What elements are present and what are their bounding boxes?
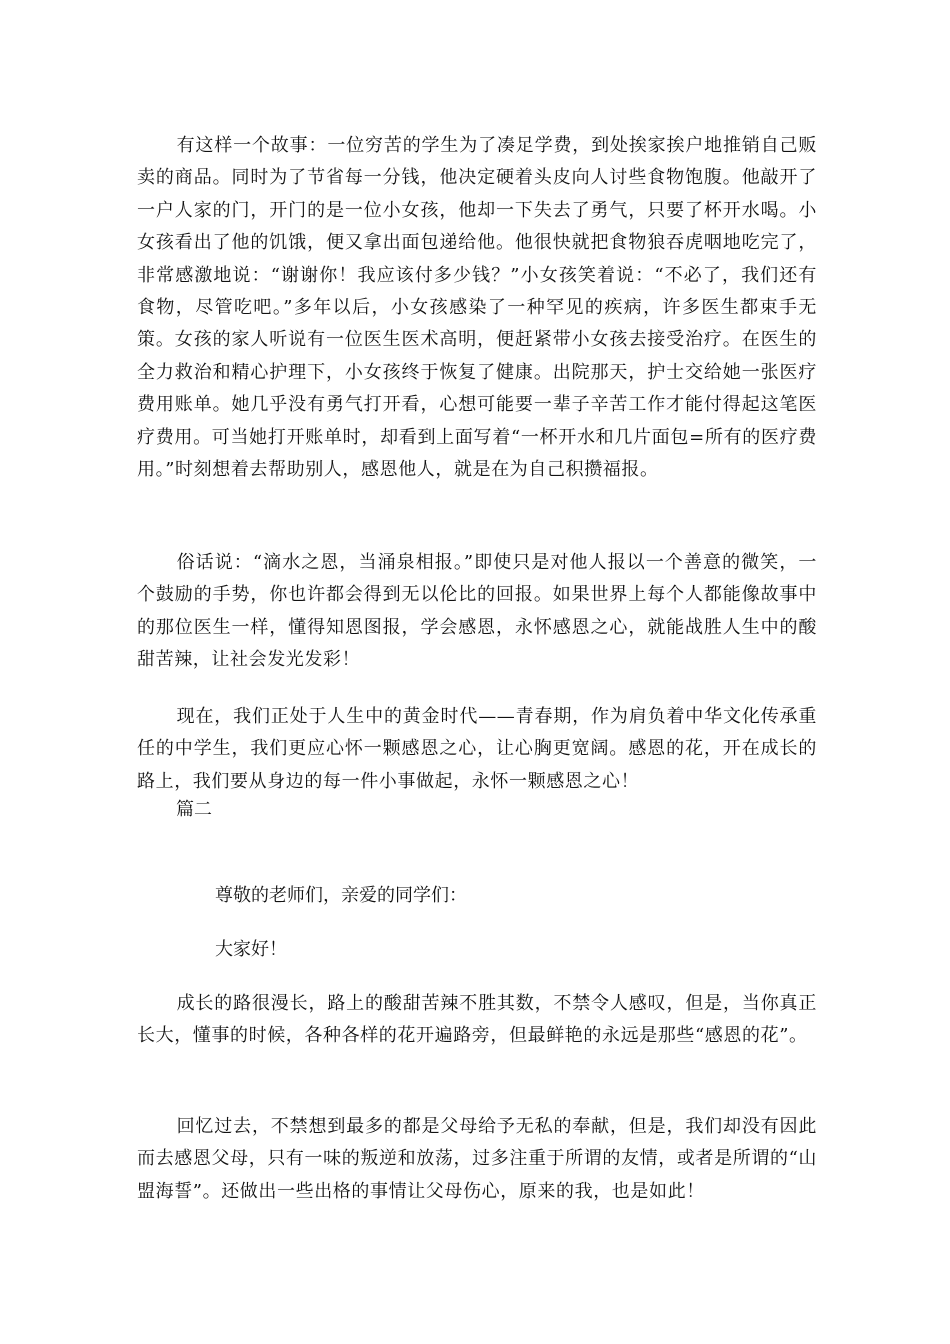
paragraph-growth: 成长的路很漫长，路上的酸甜苦辣不胜其数，不禁令人感叹，但是，当你真正长大，懂事的时候，各种各样的花开遍路旁，但最鲜艳的永远是那些“感恩的花”。 (137, 993, 817, 1047)
section-heading: 篇二 (176, 799, 212, 820)
salutation: 尊敬的老师们，亲爱的同学们： (215, 885, 467, 906)
paragraph-youth: 现在，我们正处于人生中的黄金时代——青春期，作为肩负着中华文化传承重任的中学生，我们更应心怀一颗感恩之心，让心胸更宽阔。感恩的花，开在成长的路上，我们要从身边的每一件小事做起，永怀一颗感恩之心！ (137, 706, 817, 792)
paragraph-memory: 回忆过去，不禁想到最多的都是父母给予无私的奉献，但是，我们却没有因此而去感恩父母，只有一味的叛逆和放荡，过多注重于所谓的友情，或者是所谓的“山盟海誓”。还做出一些出格的事情让父母伤心，原来的我，也是如此！ (137, 1116, 817, 1202)
greeting: 大家好！ (215, 939, 287, 960)
paragraph-story: 有这样一个故事：一位穷苦的学生为了凑足学费，到处挨家挨户地推销自己贩卖的商品。同时为了节省每一分钱，他决定硬着头皮向人讨些食物饱腹。他敲开了一户人家的门，开门的是一位小女孩，他却一下失去了勇气，只要了杯开水喝。小女孩看出了他的饥饿，便又拿出面包递给他。他很快就把食物狼吞虎咽地吃完了，非常感激地说：“谢谢你！我应该付多少钱？”小女孩笑着说：“不必了，我们还有食物，尽管吃吧。”多年以后，小女孩感染了一种罕见的疾病，许多医生都束手无策。女孩的家人听说有一位医生医术高明，便赶紧带小女孩去接受治疗。在医生的全力救治和精心护理下，小女孩终于恢复了健康。出院那天，护士交给她一张医疗费用账单。她几乎没有勇气打开看，心想可能要一辈子辛苦工作才能付得起这笔医疗费用。可当她打开账单时，却看到上面写着“一杯开水和几片面包=所有的医疗费用。”时刻想着去帮助别人，感恩他人，就是在为自己积攒福报。 (137, 135, 817, 481)
paragraph-proverb: 俗话说：“滴水之恩，当涌泉相报。”即使只是对他人报以一个善意的微笑，一个鼓励的手势，你也许都会得到无以伦比的回报。如果世界上每个人都能像故事中的那位医生一样，懂得知恩图报，学会感恩，永怀感恩之心，就能战胜人生中的酸甜苦辣，让社会发光发彩！ (137, 552, 817, 671)
